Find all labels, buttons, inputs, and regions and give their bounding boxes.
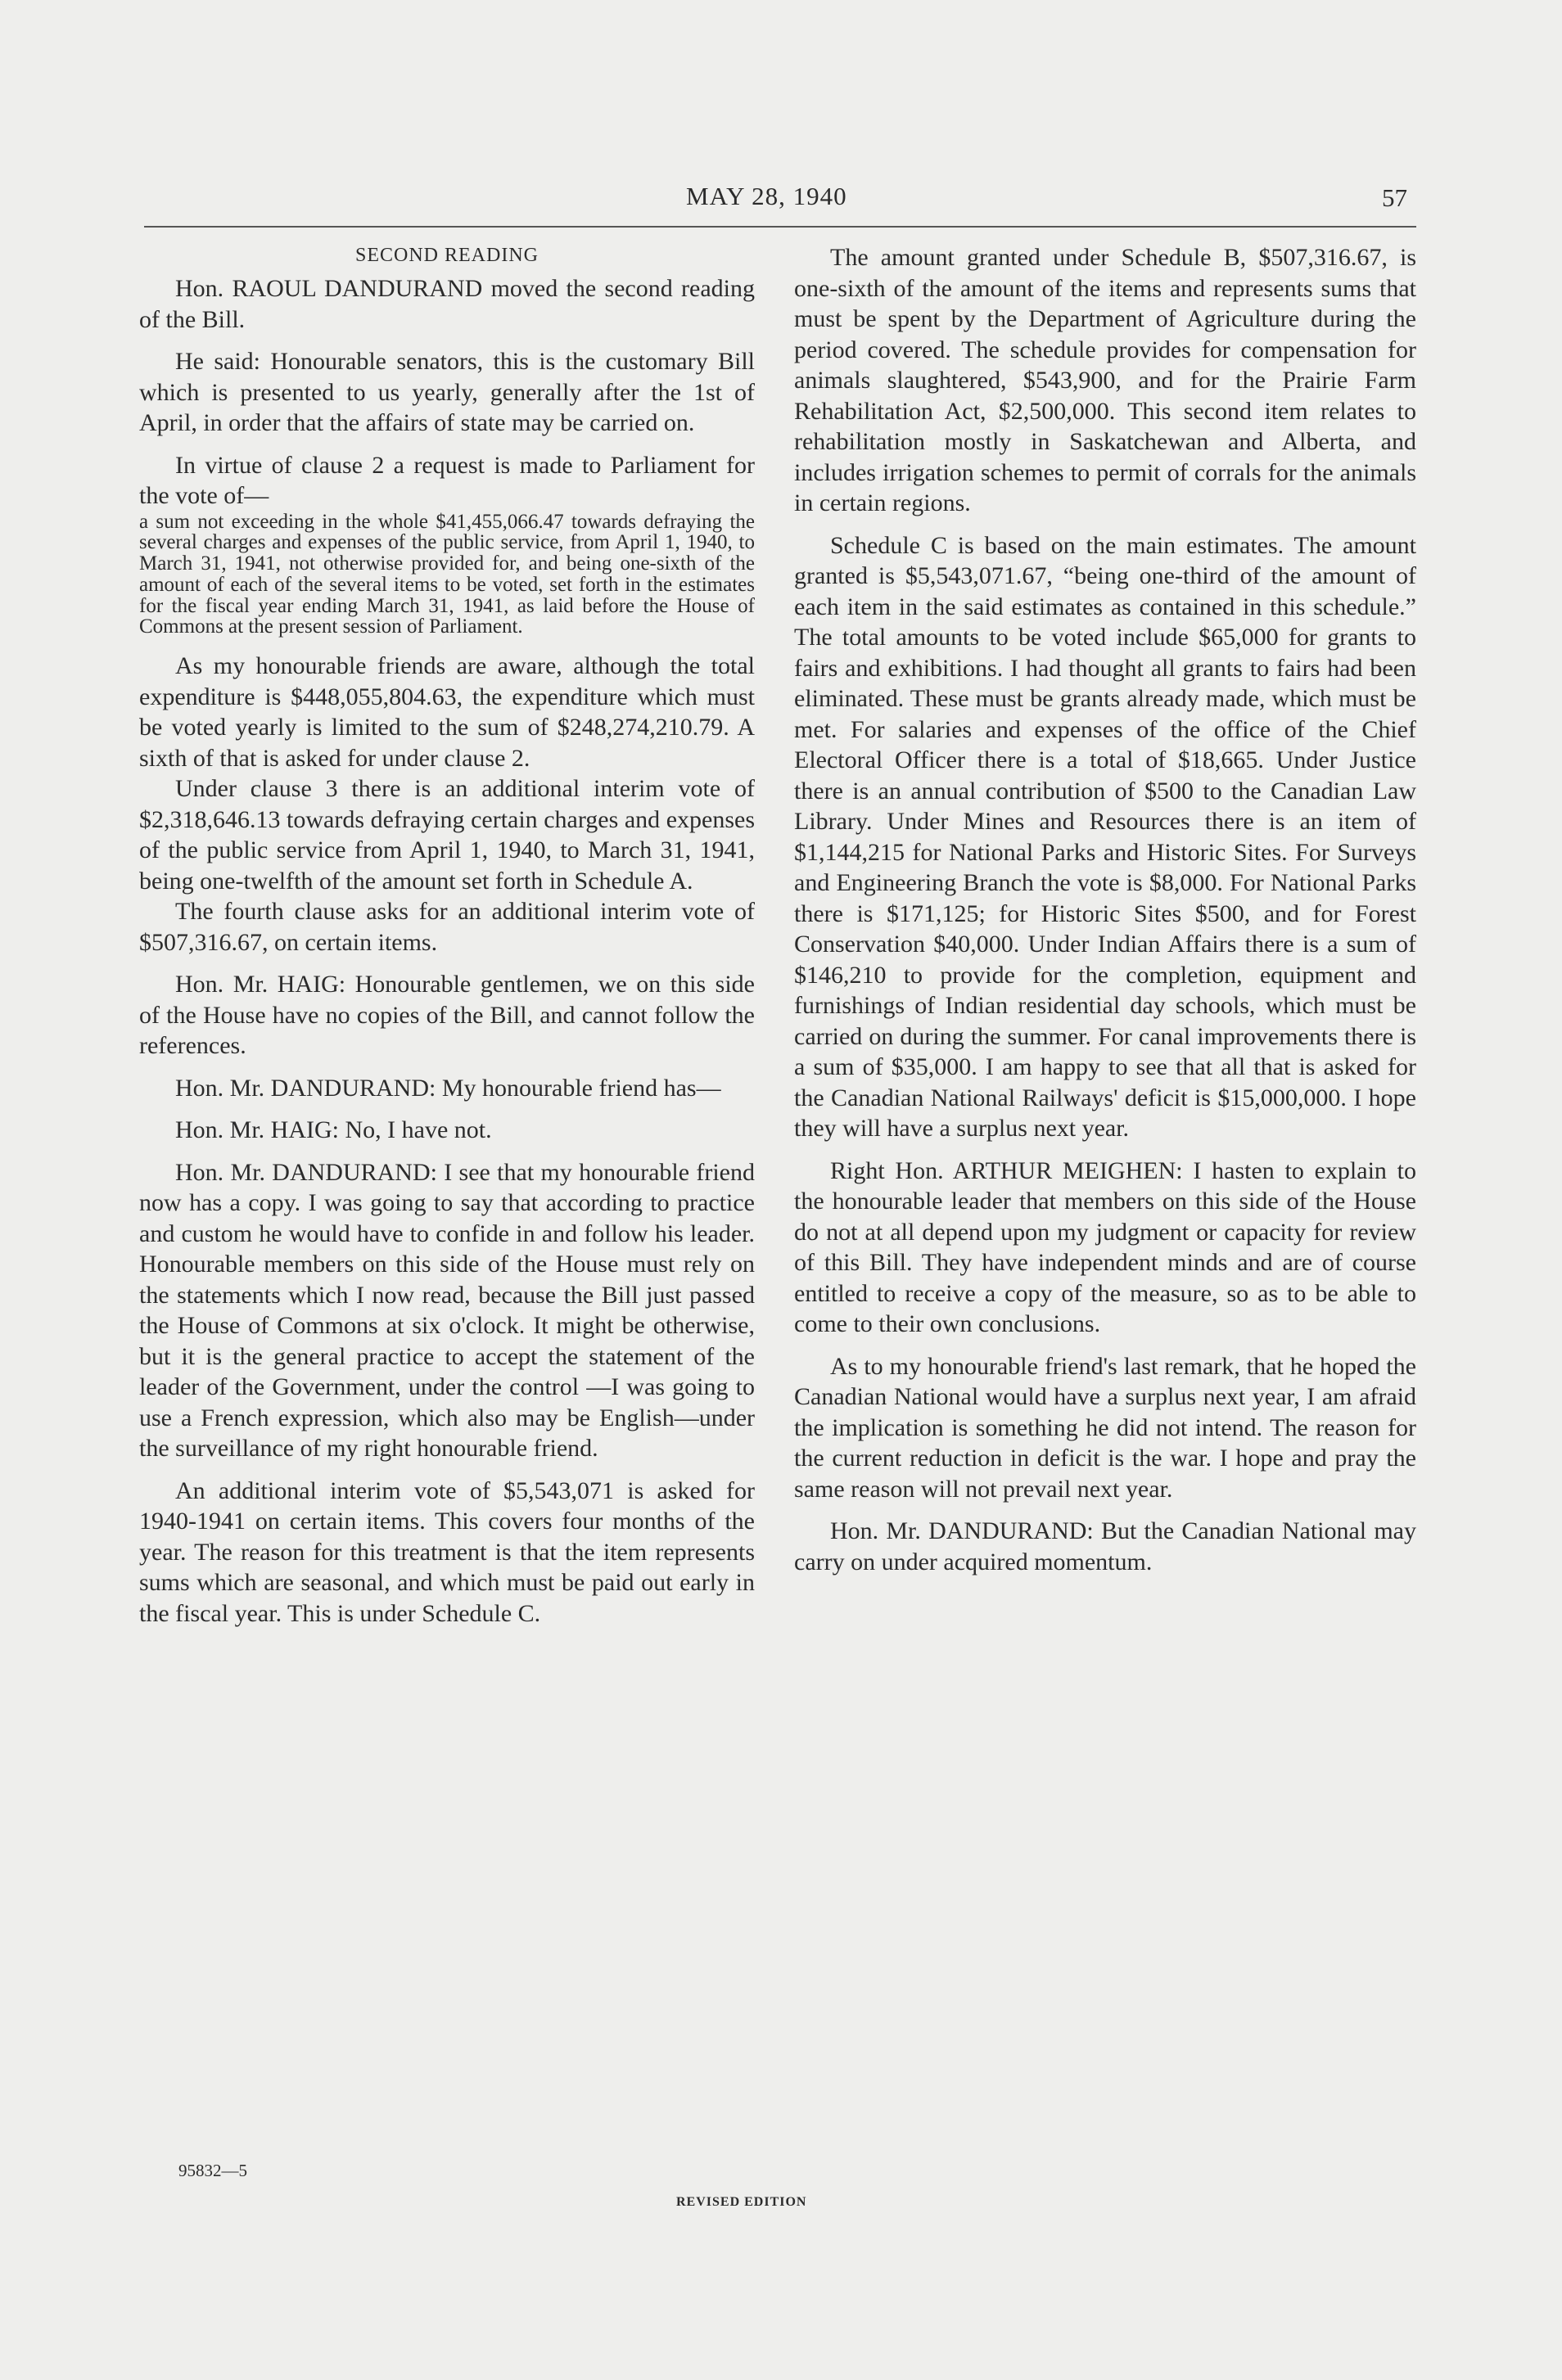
- edition-label: REVISED EDITION: [676, 2195, 807, 2209]
- paragraph: As my honourable friends are aware, although the total expenditure is $448,055,804.63, the expenditure which must be voted yearly is limited to the sum of $248,274,210.79. A sixth of that is asked for under clause 2.: [139, 652, 755, 772]
- paragraph: Hon. Mr. DANDURAND: But the Canadian National may carry on under acquired momentum.: [794, 1517, 1416, 1575]
- paragraph: Under clause 3 there is an additional interim vote of $2,318,646.13 towards defraying certain charges and expenses of the public service from April 1, 1940, to March 31, 1941, being one-twelfth of the amount set forth in Schedule A.: [139, 775, 755, 895]
- paragraph: Hon. RAOUL DANDURAND moved the second reading of the Bill.: [139, 275, 755, 333]
- paragraph: He said: Honourable senators, this is the customary Bill which is presented to us yearly, generally after the 1st of April, in order that the affairs of state may be carried on.: [139, 348, 755, 436]
- print-code: 95832—5: [178, 2161, 247, 2180]
- paragraph: An additional interim vote of $5,543,071 is asked for 1940-1941 on certain items. This covers four months of the year. The reason for this treatment is that the item represents sums which are seasonal, and which must be paid out early in the fiscal year. This is under Schedule C.: [139, 1476, 755, 1627]
- paragraph: Schedule C is based on the main estimates. The amount granted is $5,543,071.67, “being one-third of the amount of each item in the said estimates as contained in this schedule.” The total amounts to be voted include $65,000 for grants to fairs and exhibitions. I had thought all grants to fairs had been eliminated. These must be grants already made, which must be met. For salaries and expenses of the office of the Chief Electoral Officer there is a total of $18,665. Under Justice there is an annual contribution of $500 to the Canadian Law Library. Under Mines and Resources there is an item of $1,144,215 for National Parks and Historic Sites. For Surveys and Engineering Branch the vote is $8,000. For National Parks there is $171,125; for Historic Sites $500, and for Forest Conservation $40,000. Under Indian Affairs there is a sum of $146,210 to provide for the completion, equipment and furnishings of Indian residential day schools, which must be carried on during the summer. For canal improvements there is a sum of $35,000. I am happy to see that all that is asked for the Canadian National Railways' deficit is $15,000,000. I hope they will have a surplus next year.: [794, 531, 1416, 1142]
- paragraph: Hon. Mr. HAIG: No, I have not.: [175, 1116, 492, 1144]
- header-rule: [144, 226, 1416, 228]
- running-date: MAY 28, 1940: [686, 182, 847, 210]
- left-column: [139, 242, 755, 1640]
- paragraph: The fourth clause asks for an additional interim vote of $507,316.67, on certain items.: [139, 898, 755, 956]
- paragraph: Hon. Mr. DANDURAND: I see that my honourable friend now has a copy. I was going to say that according to practice and custom he would have to confide in and follow his leader. Honourable members on this side of the House must rely on the statements which I now read, because the Bill just passed the House of Commons at six o'clock. It might be otherwise, but it is the general practice to accept the statement of the leader of the Government, under the control —I was going to use a French expression, which also may be English—under the surveillance of my right honourable friend.: [139, 1158, 755, 1463]
- paragraph: Hon. Mr. HAIG: Honourable gentlemen, we on this side of the House have no copies of the Bill, and cannot follow the references.: [139, 971, 755, 1060]
- page-number: 57: [1382, 183, 1407, 212]
- running-head: [0, 182, 1562, 218]
- section-heading: SECOND READING: [355, 245, 539, 266]
- paragraph: In virtue of clause 2 a request is made to Parliament for the vote of—: [139, 451, 755, 509]
- quoted-resolution: a sum not exceeding in the whole $41,455,066.47 towards defraying the several charges and expenses of the public service, from April 1, 1940, to March 31, 1941, not otherwise provided for, and being one-sixth of the amount of each of the several items to be voted, set forth in the estimates for the fiscal year ending March 31, 1941, as laid before the House of Commons at the present session of Parliament.: [139, 510, 755, 638]
- paragraph: Right Hon. ARTHUR MEIGHEN: I hasten to explain to the honourable leader that members on this side of the House do not at all depend upon my judgment or capacity for review of this Bill. They have independent minds and are of course entitled to receive a copy of the measure, so as to be able to come to their own conclusions.: [794, 1156, 1416, 1337]
- paragraph: As to my honourable friend's last remark, that he hoped the Canadian National would have a surplus next year, I am afraid the implication is something he did not intend. The reason for the current reduction in deficit is the war. I hope and pray the same reason will not prevail next year.: [794, 1352, 1416, 1503]
- paragraph: Hon. Mr. DANDURAND: My honourable friend has—: [175, 1074, 721, 1102]
- paragraph: The amount granted under Schedule B, $507,316.67, is one-sixth of the amount of the items and represents sums that must be spent by the Department of Agriculture during the period covered. The schedule provides for compensation for animals slaughtered, $543,900, and for the Prairie Farm Rehabilitation Act, $2,500,000. This second item relates to rehabilitation mostly in Saskatchewan and Alberta, and includes irrigation schemes to permit of corrals for the animals in certain regions.: [794, 244, 1416, 516]
- right-column: [794, 242, 1416, 1589]
